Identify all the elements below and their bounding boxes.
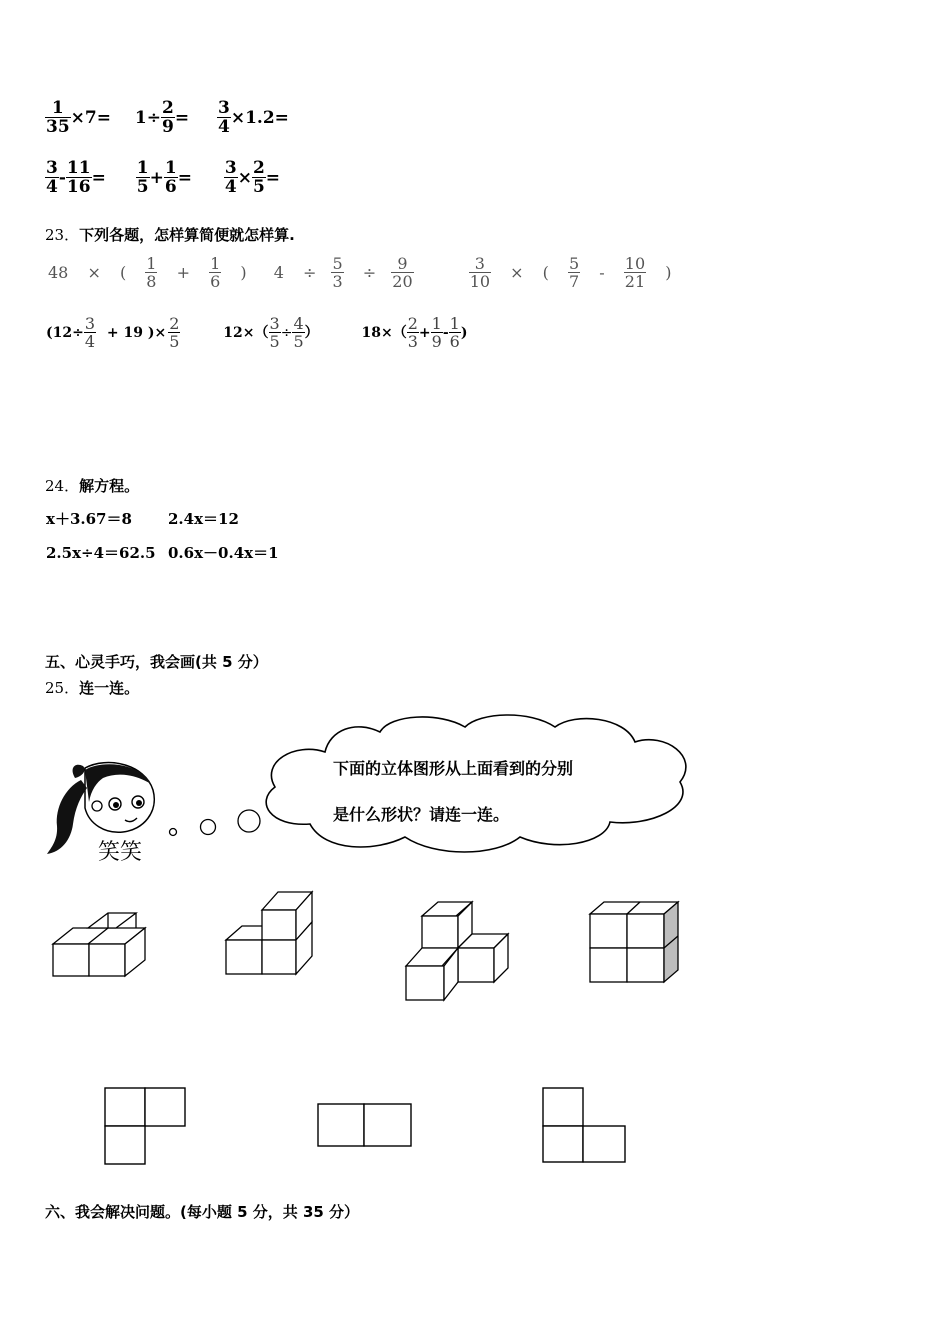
q23-heading: 23．下列各题，怎样算简便就怎样算. bbox=[45, 226, 295, 244]
cloud-text-line-1: 下面的立体图形从上面看到的分别 bbox=[333, 759, 574, 778]
cloud-text-line-2: 是什么形状？请连一连。 bbox=[333, 805, 510, 824]
q23-expr-3: $\frac{3}{10}$ × ( $\frac{5}{7}$ - $\frac{10}{21}$ ) bbox=[469, 254, 672, 291]
calc-row-2 bbox=[45, 160, 280, 196]
top-view-l-shape-top bbox=[103, 1086, 189, 1166]
calc-item: $\frac{3}{4}$ ×1.2= bbox=[218, 98, 289, 137]
q23-expr-4: (12÷ $\frac{3}{4}$ + 19 )× $\frac{2}{5}$ bbox=[46, 314, 180, 351]
equation: 0.6x－0.4x＝1 bbox=[168, 544, 279, 562]
q23-expr-5: 12×（ $\frac{3}{5}$ ÷ $\frac{4}{5}$ ） bbox=[223, 314, 319, 351]
calc-row-1 bbox=[45, 100, 289, 136]
solid-figure-d bbox=[588, 900, 680, 986]
thought-bubbles bbox=[165, 806, 265, 846]
equation: 2.4x＝12 bbox=[168, 510, 239, 528]
q23-expr-1: 48 × ( $\frac{1}{8}$ + $\frac{1}{6}$ ) bbox=[48, 254, 247, 291]
calc-item: $\frac{1}{5}$ + $\frac{1}{6}$ = bbox=[136, 158, 192, 197]
equation: 2.5x÷4＝62.5 bbox=[46, 544, 156, 562]
q23-line-1 bbox=[48, 256, 672, 290]
calc-item: $\frac{3}{4}$ × $\frac{2}{5}$ = bbox=[224, 158, 281, 197]
equation: x＋3.67＝8 bbox=[46, 510, 132, 528]
q23-line-2 bbox=[46, 316, 467, 350]
calc-item: 1÷ $\frac{2}{9}$ = bbox=[134, 98, 190, 137]
girl-name-label: 笑笑 bbox=[98, 840, 143, 865]
calc-item: $\frac{1}{35}$ ×7= bbox=[46, 98, 111, 137]
q25-heading: 25．连一连。 bbox=[45, 679, 140, 697]
solid-figure-b bbox=[224, 888, 316, 978]
solid-figure-a bbox=[50, 908, 150, 980]
q23-expr-2: 4 ÷ $\frac{5}{3}$ ÷ $\frac{9}{20}$ bbox=[273, 254, 413, 291]
section-5-title: 五、心灵手巧，我会画(共 5 分） bbox=[45, 653, 268, 671]
thought-cloud bbox=[255, 712, 700, 860]
q23-expr-6: 18×（ $\frac{2}{3}$ + $\frac{1}{9}$ - $\frac{1}{6}$ ) bbox=[361, 314, 468, 351]
q24-heading: 24．解方程。 bbox=[45, 477, 140, 495]
top-view-l-shape-bottom bbox=[541, 1086, 629, 1166]
calc-item: $\frac{3}{4}$ - $\frac{11}{16}$ = bbox=[46, 158, 106, 197]
solid-figure-c bbox=[404, 900, 512, 1006]
top-view-two-squares bbox=[316, 1102, 414, 1148]
section-6-title: 六、我会解决问题。(每小题 5 分，共 35 分） bbox=[45, 1203, 360, 1221]
